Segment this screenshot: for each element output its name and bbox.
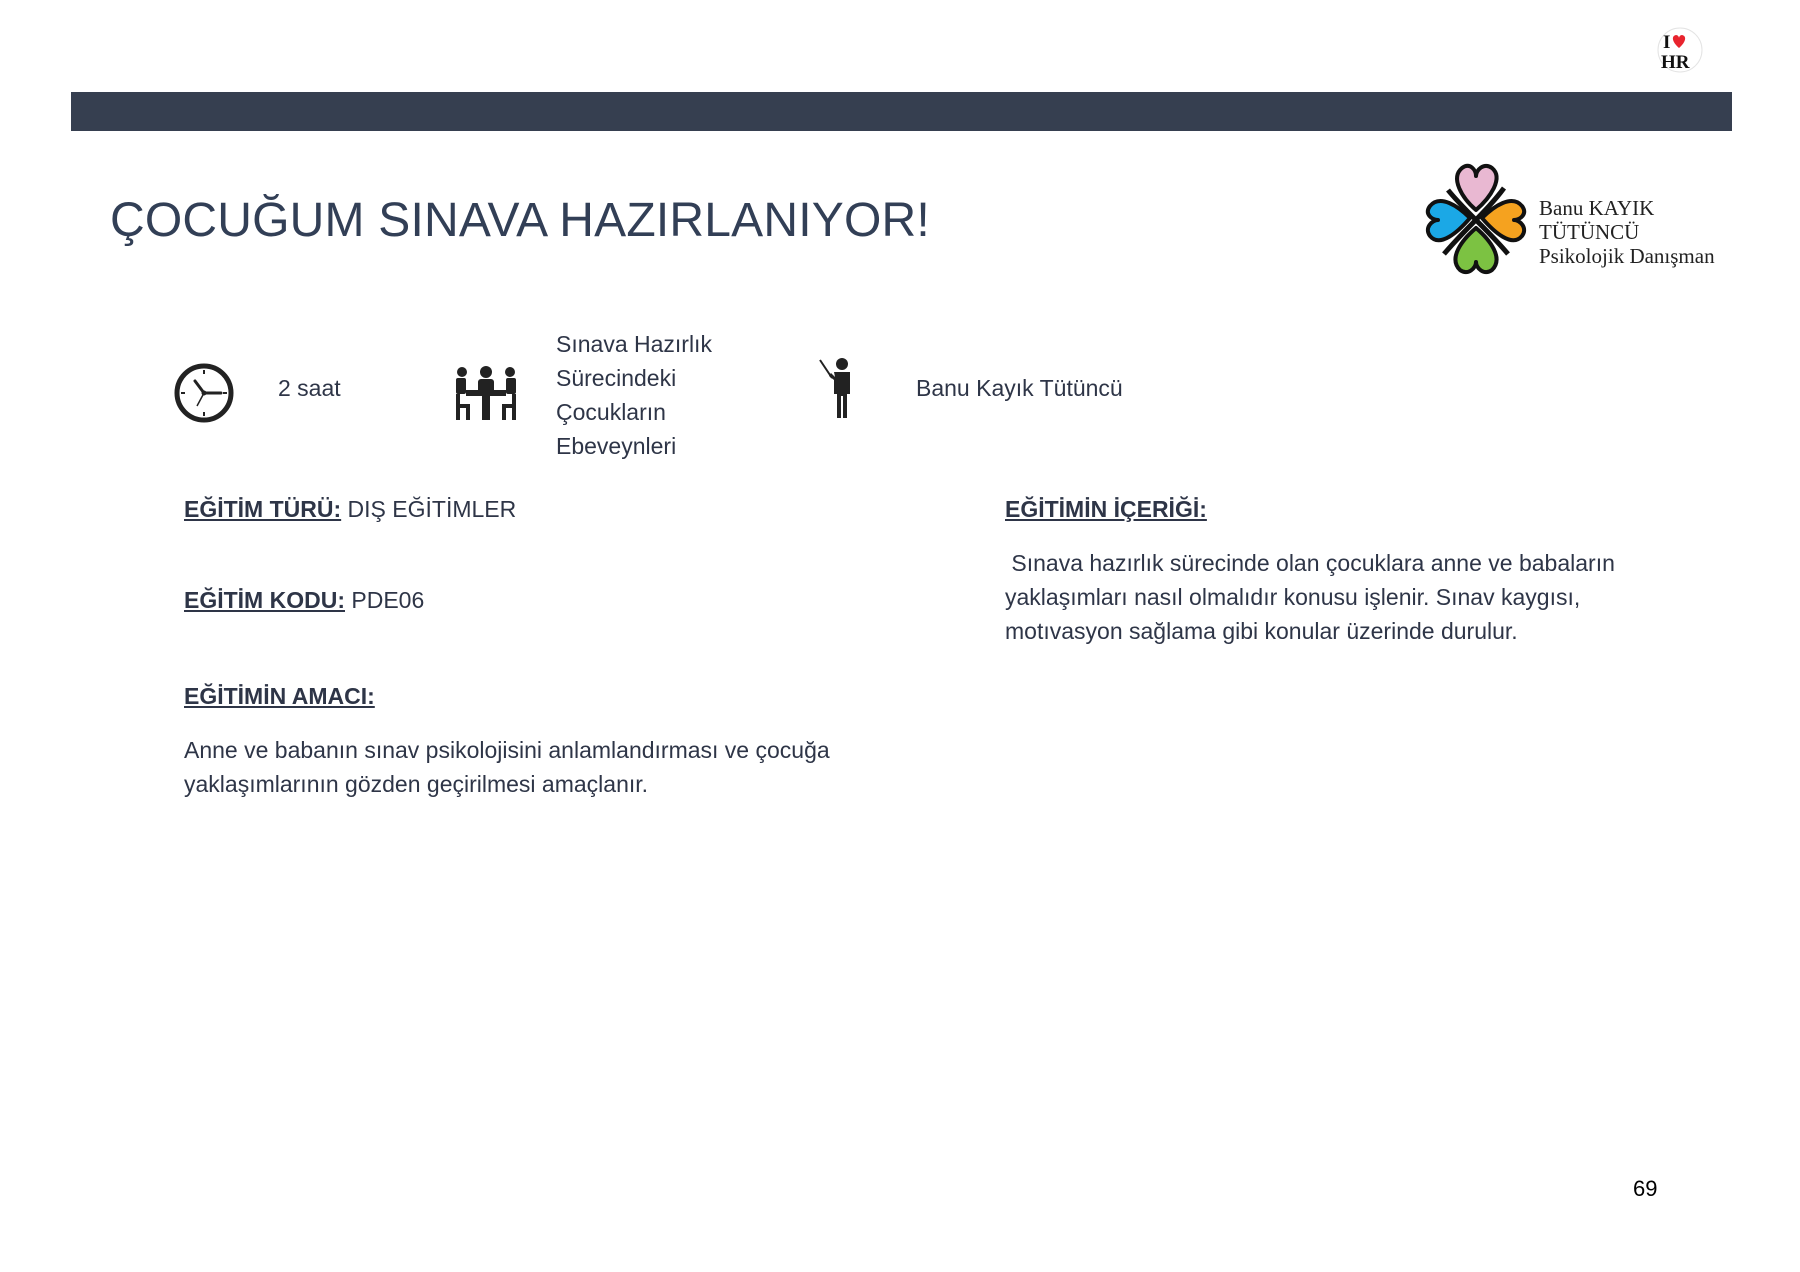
training-aim-heading (184, 683, 375, 710)
i-love-hr-logo (1652, 26, 1706, 74)
training-type-label: EĞİTİM TÜRÜ: (184, 496, 342, 522)
trainer-name: Banu Kayık Tütüncü (916, 375, 1123, 401)
training-content-label: EĞİTİMİN İÇERİĞİ: (1005, 496, 1207, 522)
training-type-value: DIŞ EĞİTİMLER (347, 496, 517, 522)
content-line: motıvasyon sağlama gibi konular üzerinde durulur. (1005, 618, 1518, 644)
presenter-icon (818, 356, 858, 420)
hr-logo-icon (1652, 26, 1706, 74)
audience-line: Sürecindeki (556, 365, 677, 391)
training-type-row (184, 496, 516, 523)
content-line: Sınava hazırlık sürecinde olan çocuklara anne ve babaların (1005, 550, 1615, 576)
audience-line: Çocukların (556, 399, 666, 425)
training-aim-text (184, 733, 944, 801)
training-content-text (1005, 546, 1725, 648)
audience-text (556, 327, 712, 463)
content-line: yaklaşımları nasıl olmalıdır konusu işlenir. Sınav kaygısı, (1005, 584, 1581, 610)
brand-logo (1412, 158, 1540, 282)
page-number: 69 (1633, 1176, 1658, 1201)
svg-text:I: I (1663, 32, 1671, 53)
meeting-icon (454, 364, 518, 426)
training-code-value: PDE06 (351, 587, 425, 613)
clover-logo-icon (1412, 158, 1540, 282)
header-band (71, 92, 1732, 131)
brand-line-surname: TÜTÜNCÜ (1539, 220, 1640, 244)
duration-text: 2 saat (278, 375, 341, 401)
brand-line-name: Banu KAYIK (1539, 196, 1655, 220)
svg-text:HR: HR (1661, 52, 1690, 73)
training-code-row (184, 587, 424, 614)
audience-line: Ebeveynleri (556, 433, 677, 459)
page-title: ÇOCUĞUM SINAVA HAZIRLANIYOR! (110, 194, 930, 247)
training-aim-label: EĞİTİMİN AMACI: (184, 683, 375, 709)
clock-icon (173, 362, 235, 424)
aim-line: yaklaşımlarının gözden geçirilmesi amaçlanır. (184, 771, 649, 797)
training-code-label: EĞİTİM KODU: (184, 587, 345, 613)
audience-line: Sınava Hazırlık (556, 331, 712, 357)
aim-line: Anne ve babanın sınav psikolojisini anlamlandırması ve çocuğa (184, 737, 830, 763)
training-content-heading (1005, 496, 1207, 523)
brand-text (1539, 196, 1715, 268)
brand-line-title: Psikolojik Danışman (1539, 244, 1715, 268)
